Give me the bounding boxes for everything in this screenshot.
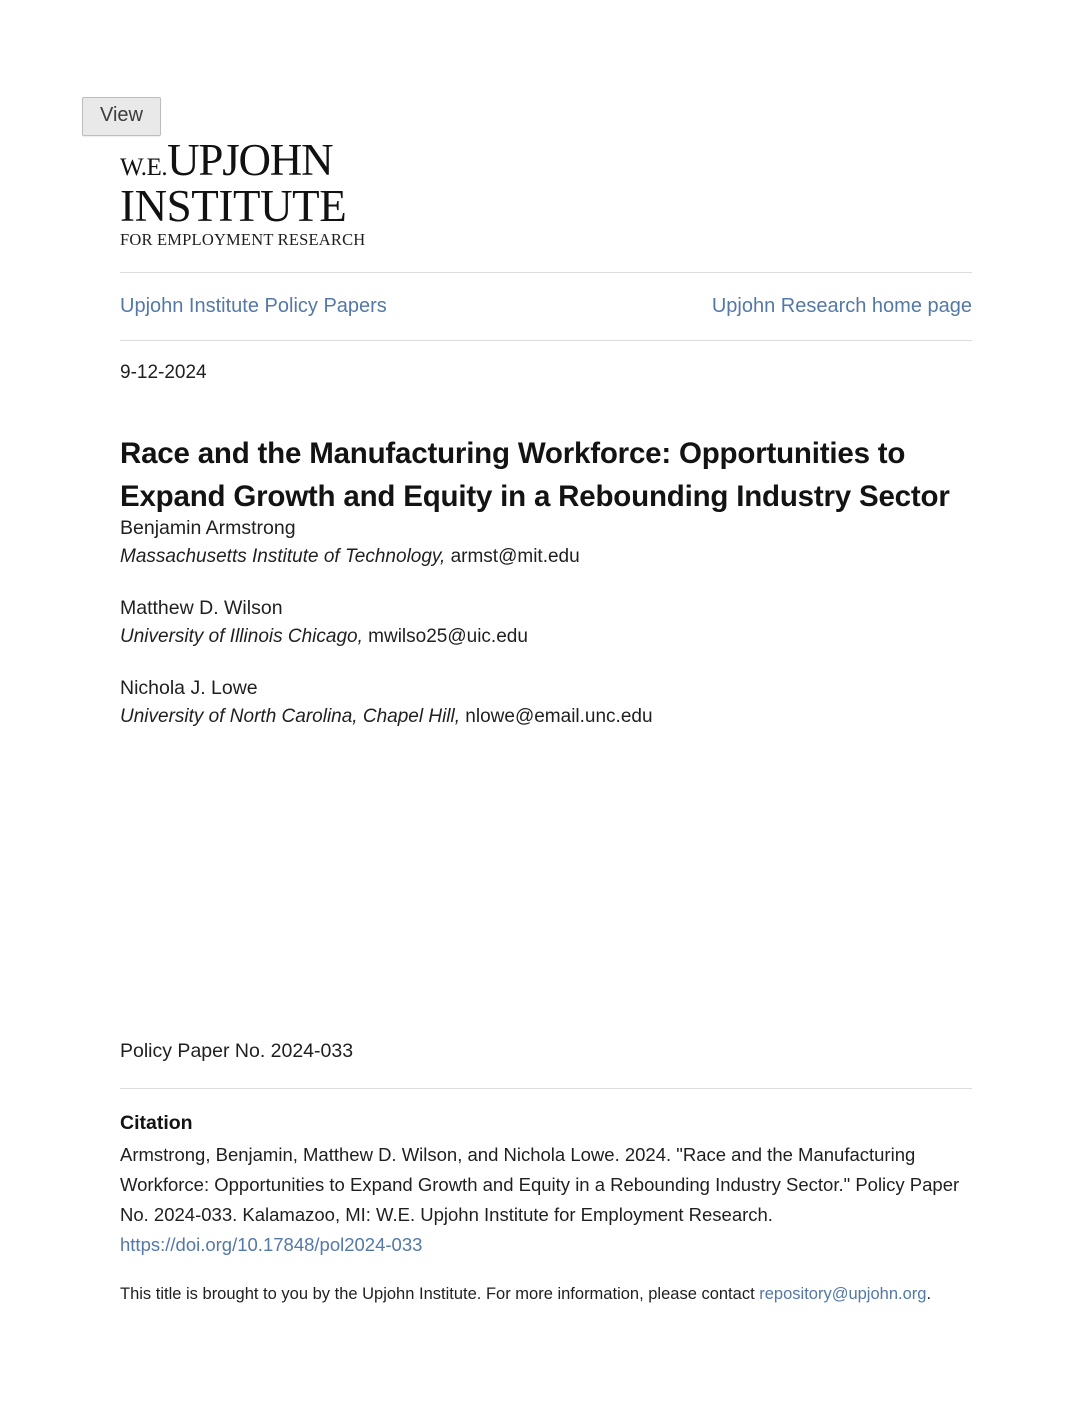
logo-prefix-text: W.E. — [120, 154, 168, 181]
divider-above-citation — [120, 1088, 972, 1089]
logo-primary-line — [120, 135, 370, 185]
nav-link-policy-papers[interactable]: Upjohn Institute Policy Papers — [120, 295, 387, 317]
author-name: Nichola J. Lowe — [120, 676, 258, 699]
author-affiliation: University of North Carolina, Chapel Hill, — [120, 705, 461, 727]
footer-note — [120, 1282, 975, 1307]
author-affiliation: University of Illinois Chicago, — [120, 626, 363, 647]
author-affiliation-line — [120, 703, 880, 732]
logo-upjohn-text: UPJOHN — [167, 135, 333, 185]
author-affiliation: Massachusetts Institute of Technology, — [120, 546, 446, 568]
author-entry — [120, 674, 880, 732]
author-email: armst@mit.edu — [450, 546, 580, 568]
footer-note-text-before: This title is brought to you by the Upjohn Institute. For more information, please contact — [120, 1285, 760, 1303]
paper-number: Policy Paper No. 2024-033 — [120, 1040, 354, 1062]
divider-above-nav — [120, 272, 972, 273]
publication-date: 9-12-2024 — [120, 362, 207, 383]
citation-doi-link[interactable]: https://doi.org/10.17848/pol2024-033 — [120, 1233, 423, 1255]
logo-institute-text: INSTITUTE — [120, 181, 347, 231]
author-entry — [120, 514, 880, 572]
author-email: nlowe@email.unc.edu — [465, 705, 653, 727]
citation-body-text: Armstrong, Benjamin, Matthew D. Wilson, and Nichola Lowe. 2024. "Race and the Manufacturing Workforce: Opportunities to Expand Growth and Equity in a Rebounding Industry Sector." Policy Paper No. 2024-033. Kalamazoo, MI: W.E. Upjohn Institute for Employment Research. — [120, 1144, 960, 1225]
upjohn-institute-logo — [120, 135, 370, 249]
author-list — [120, 514, 880, 731]
logo-tagline-text: FOR EMPLOYMENT RESEARCH — [120, 230, 366, 249]
author-name: Matthew D. Wilson — [120, 596, 283, 619]
nav-link-research-home[interactable]: Upjohn Research home page — [711, 295, 972, 317]
footer-note-text-after: . — [926, 1285, 932, 1303]
author-affiliation-line — [120, 623, 880, 652]
author-email: mwilso25@uic.edu — [368, 626, 528, 647]
footer-contact-email-link[interactable]: repository@upjohn.org — [759, 1285, 927, 1303]
citation-heading: Citation — [120, 1112, 193, 1134]
author-affiliation-line — [120, 543, 880, 572]
view-button[interactable]: View — [82, 97, 161, 136]
breadcrumb-nav — [120, 294, 972, 318]
author-name: Benjamin Armstrong — [120, 517, 296, 539]
divider-below-nav — [120, 340, 972, 341]
page-title: Race and the Manufacturing Workforce: Opportunities to Expand Growth and Equity in a Rebounding Industry Sector — [120, 436, 950, 514]
author-entry — [120, 594, 880, 652]
citation-text — [120, 1140, 975, 1260]
